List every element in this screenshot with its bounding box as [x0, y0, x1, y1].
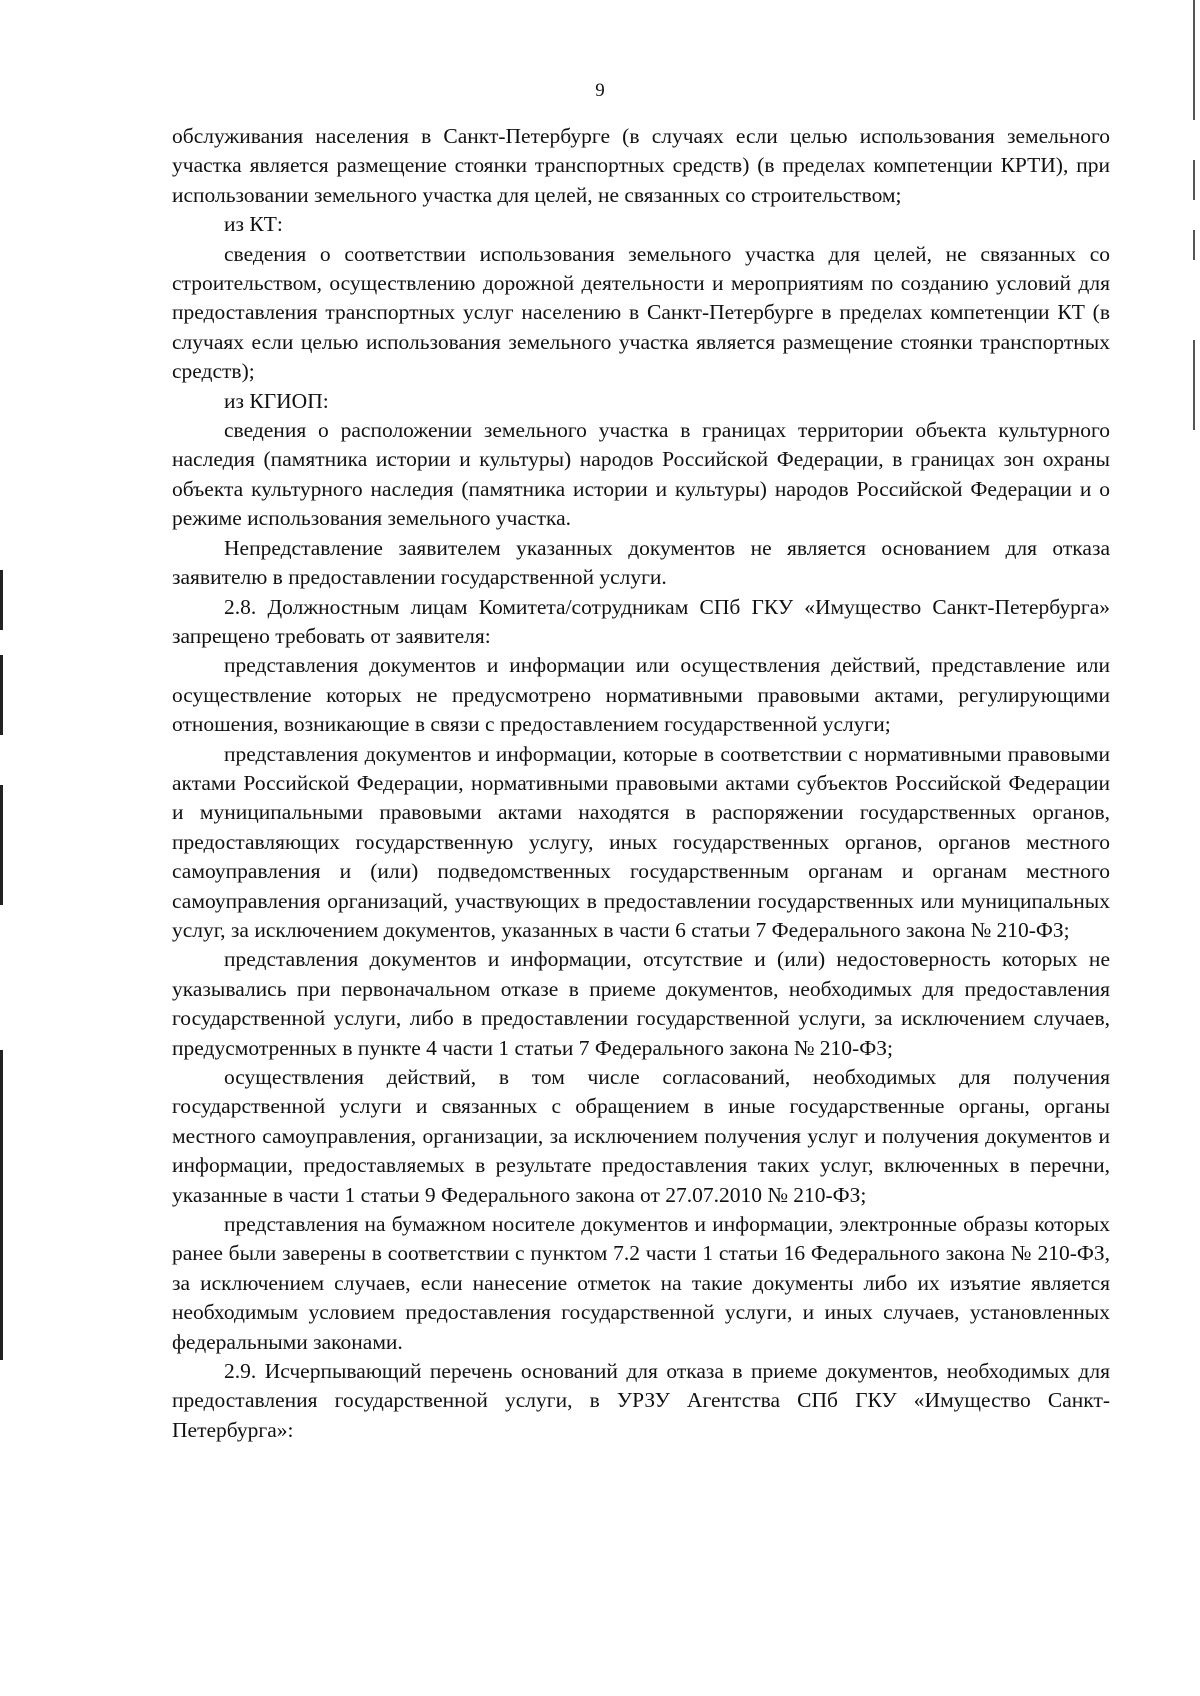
paragraph: из КТ:: [224, 212, 283, 237]
paragraph: обслуживания населения в Санкт-Петербурге (в случаях если целью использования земельного участка является размещение стоянки транспортных средств) (в пределах компетенции КРТИ), при использовании земельного участка для целей, не связанных со строительством;: [172, 124, 1110, 207]
scan-edge-mark: [0, 655, 3, 735]
paragraph: представления документов и информации или осуществления действий, представление или осуществление которых не предусмотрено нормативными правовыми актами, регулирующими отношения, возникающие в связи с предоставлением государственной услуги;: [172, 653, 1110, 737]
scan-edge-mark: [0, 570, 3, 630]
paragraph: сведения о соответствии использования земельного участка для целей, не связанных со строительством, осуществлению дорожной деятельности и мероприятиям по созданию условий для предоставления транспортных услуг населению в Санкт-Петербурге в пределах компетенции КТ (в случаях если целью использования земельного участка является размещение стоянки транспортных средств);: [172, 241, 1110, 384]
document-body: [172, 122, 1110, 1445]
paragraph: Непредставление заявителем указанных документов не является основанием для отказа заявителю в предоставлении государственной услуги.: [172, 535, 1110, 590]
scan-edge-mark: [1193, 340, 1195, 430]
scan-edge-mark: [0, 785, 3, 905]
paragraph: осуществления действий, в том числе согласований, необходимых для получения государственной услуги и связанных с обращением в иные государственные органы, органы местного самоуправления, организации, за исключением получения услуг и получения документов и информации, предоставляемых в результате предоставления таких услуг, включенных в перечни, указанные в части 1 статьи 9 Федерального закона от 27.07.2010 № 210-ФЗ;: [172, 1065, 1110, 1207]
paragraph: сведения о расположении земельного участка в границах территории объекта культурного наследия (памятника истории и культуры) народов Российской Федерации, в границах зон охраны объекта культурного наследия (памятника истории и культуры) народов Российской Федерации и о режиме использования земельного участка.: [172, 418, 1110, 531]
scan-edge-mark: [1193, 230, 1195, 260]
paragraph: представления документов и информации, отсутствие и (или) недостоверность которых не указывались при первоначальном отказе в приеме документов, необходимых для предоставления государственной услуги, либо в предоставлении государственной услуги, за исключением случаев, предусмотренных в пункте 4 части 1 статьи 7 Федерального закона № 210-ФЗ;: [172, 947, 1110, 1060]
page-number: 9: [595, 80, 605, 101]
paragraph: представления на бумажном носителе документов и информации, электронные образы которых ранее были заверены в соответствии с пунктом 7.2 части 1 статьи 16 Федерального закона № 210-ФЗ, за исключением случаев, если нанесение отметок на такие документы либо их изъятие является необходимым условием предоставления государственной услуги, и иных случаев, установленных федеральными законами.: [172, 1212, 1110, 1354]
paragraph: 2.9. Исчерпывающий перечень оснований для отказа в приеме документов, необходимых для предоставления государственной услуги, в УРЗУ Агентства СПб ГКУ «Имущество Санкт-Петербурга»:: [172, 1359, 1110, 1442]
paragraph: 2.8. Должностным лицам Комитета/сотрудникам СПб ГКУ «Имущество Санкт-Петербурга» запрещено требовать от заявителя:: [172, 594, 1110, 648]
paragraph: из КГИОП:: [224, 388, 329, 413]
paragraph: представления документов и информации, которые в соответствии с нормативными правовыми актами Российской Федерации, нормативными правовыми актами субъектов Российской Федерации и муниципальными правовыми актами находятся в распоряжении государственных органов, предоставляющих государственную услугу, иных государственных органов, органов местного самоуправления и (или) подведомственных государственным органам и органам местного самоуправления организаций, участвующих в предоставлении государственных или муниципальных услуг, за исключением документов, указанных в части 6 статьи 7 Федерального закона № 210-ФЗ;: [172, 741, 1110, 942]
scan-edge-mark: [1193, 0, 1195, 120]
scan-edge-mark: [1193, 160, 1195, 200]
scan-edge-mark: [0, 1050, 3, 1360]
